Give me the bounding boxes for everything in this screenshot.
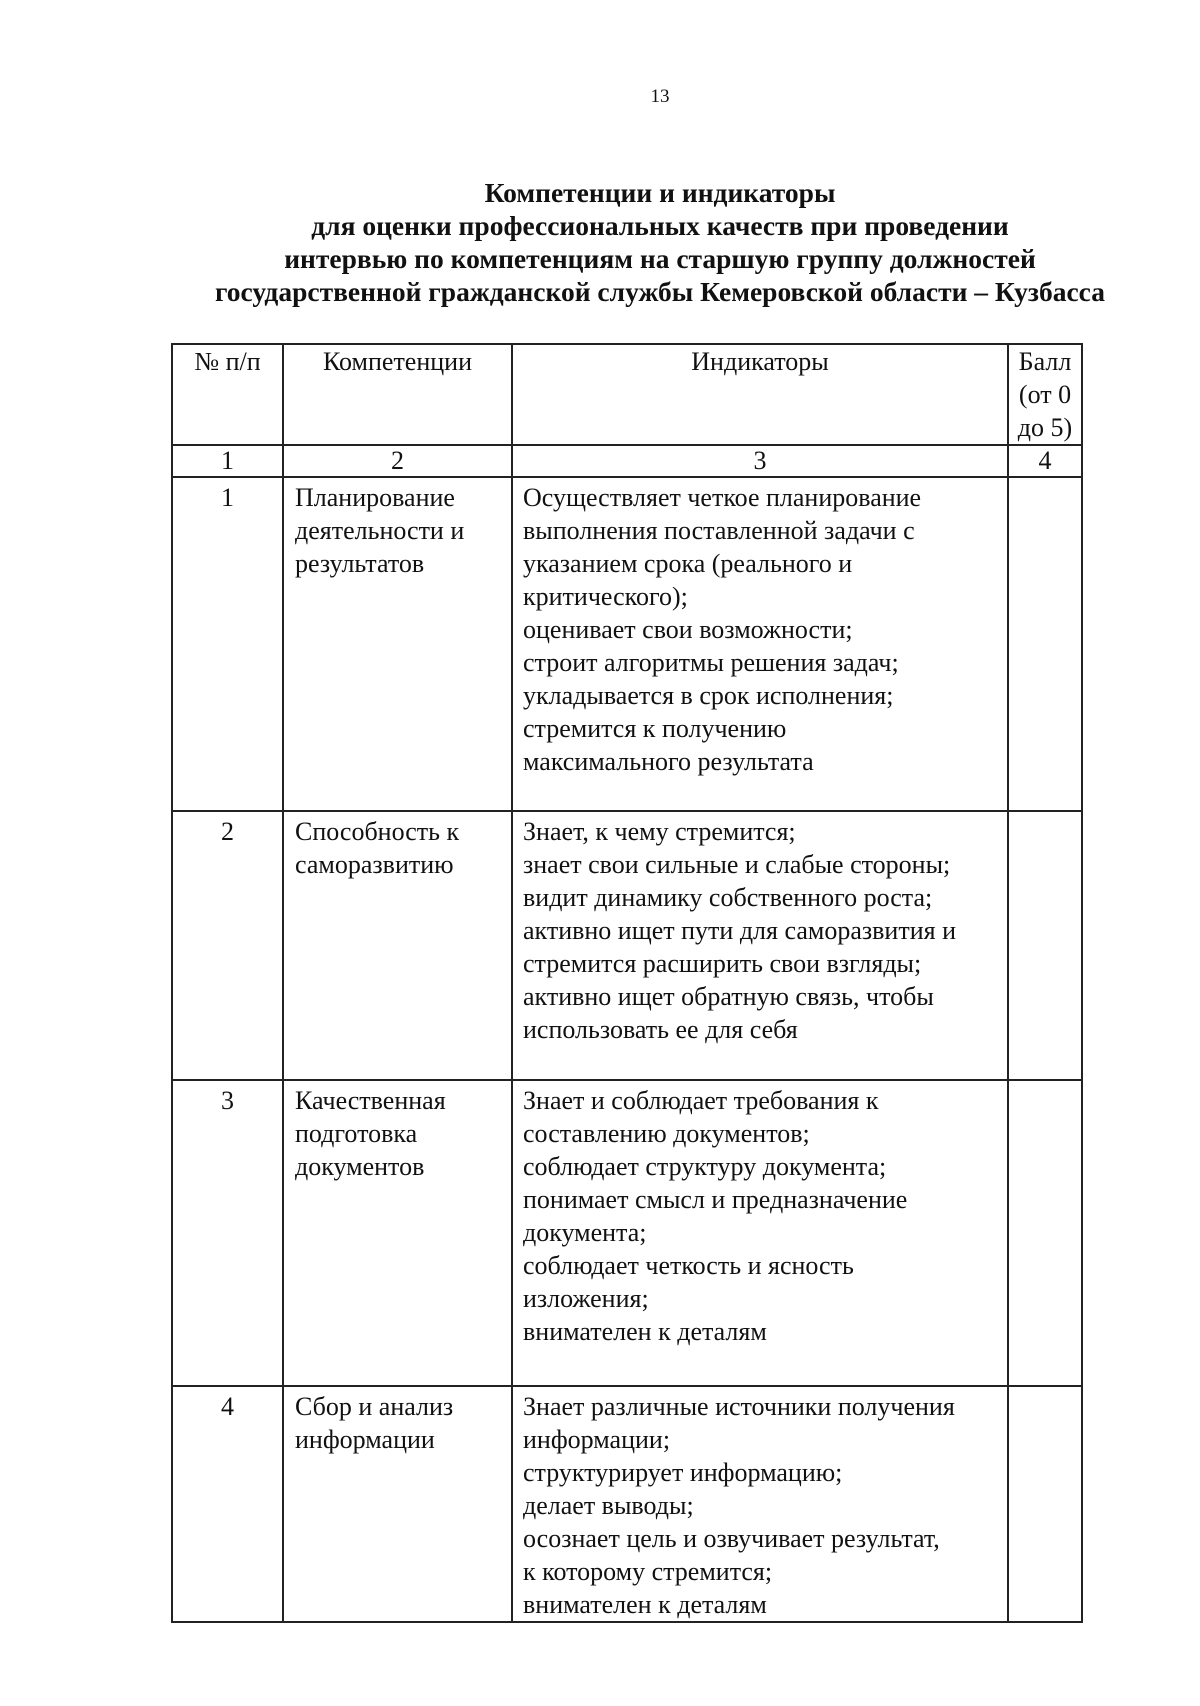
column-index: 2 <box>283 445 512 477</box>
column-index: 4 <box>1008 445 1082 477</box>
header-score-line: Балл <box>1018 347 1072 376</box>
competency-cell <box>283 811 512 1080</box>
title-line: Компетенции и индикаторы <box>484 177 836 208</box>
indicator-line: использовать ее для себя <box>523 1015 798 1044</box>
indicator-line: делает выводы; <box>523 1491 694 1520</box>
indicator-line: Знает различные источники получения <box>523 1392 955 1421</box>
indicator-line: активно ищет пути для саморазвития и <box>523 916 956 945</box>
indicator-line: стремится расширить свои взгляды; <box>523 949 922 978</box>
score-cell[interactable] <box>1008 1386 1082 1622</box>
indicator-line: Знает и соблюдает требования к <box>523 1086 879 1115</box>
indicator-line: внимателен к деталям <box>523 1317 767 1346</box>
title-line: для оценки профессиональных качеств при проведении <box>311 210 1009 241</box>
column-index: 3 <box>512 445 1008 477</box>
indicator-line: изложения; <box>523 1284 649 1313</box>
document-title <box>150 176 1170 308</box>
indicators-cell <box>512 1080 1008 1386</box>
indicator-line: информации; <box>523 1425 671 1454</box>
indicator-line: структурирует информацию; <box>523 1458 843 1487</box>
indicator-line: оценивает свои возможности; <box>523 615 853 644</box>
indicator-line: внимателен к деталям <box>523 1590 767 1619</box>
indicator-line: к которому стремится; <box>523 1557 773 1586</box>
table-row <box>172 1080 1082 1386</box>
competency-line: информации <box>295 1425 435 1454</box>
indicator-line: документа; <box>523 1218 647 1247</box>
header-score-line: (от 0 <box>1018 380 1072 409</box>
competency-line: Способность к <box>295 817 460 846</box>
competency-line: деятельности и <box>295 516 465 545</box>
competency-cell <box>283 477 512 811</box>
indicator-line: понимает смысл и предназначение <box>523 1185 908 1214</box>
indicator-line: максимального результата <box>523 747 814 776</box>
title-line: интервью по компетенциям на старшую группу должностей <box>284 243 1036 274</box>
competency-line: подготовка <box>295 1119 418 1148</box>
header-number: № п/п <box>172 344 283 445</box>
indicator-line: видит динамику собственного роста; <box>523 883 933 912</box>
score-cell[interactable] <box>1008 811 1082 1080</box>
score-cell[interactable] <box>1008 1080 1082 1386</box>
competency-table <box>171 343 1083 1623</box>
row-number: 3 <box>172 1080 283 1386</box>
score-cell[interactable] <box>1008 477 1082 811</box>
row-number: 1 <box>172 477 283 811</box>
header-indicators: Индикаторы <box>512 344 1008 445</box>
table-row <box>172 1386 1082 1622</box>
column-index-row <box>172 445 1082 477</box>
header-score <box>1008 344 1082 445</box>
header-score-line: до 5) <box>1017 413 1073 442</box>
indicators-cell <box>512 477 1008 811</box>
competency-cell <box>283 1080 512 1386</box>
row-number: 4 <box>172 1386 283 1622</box>
indicator-line: осознает цель и озвучивает результат, <box>523 1524 940 1553</box>
table-row <box>172 477 1082 811</box>
column-index: 1 <box>172 445 283 477</box>
table-row <box>172 811 1082 1080</box>
indicator-line: стремится к получению <box>523 714 787 743</box>
competency-line: Планирование <box>295 483 455 512</box>
indicator-line: критического); <box>523 582 688 611</box>
page-number: 13 <box>650 86 670 107</box>
competency-line: Сбор и анализ <box>295 1392 454 1421</box>
competency-line: документов <box>295 1152 425 1181</box>
indicators-cell <box>512 811 1008 1080</box>
indicator-line: активно ищет обратную связь, чтобы <box>523 982 934 1011</box>
indicator-line: укладывается в срок исполнения; <box>523 681 894 710</box>
header-competency: Компетенции <box>283 344 512 445</box>
table-header-row <box>172 344 1082 445</box>
indicator-line: соблюдает четкость и ясность <box>523 1251 854 1280</box>
indicator-line: составлению документов; <box>523 1119 810 1148</box>
competency-line: результатов <box>295 549 425 578</box>
indicators-cell <box>512 1386 1008 1622</box>
indicator-line: соблюдает структуру документа; <box>523 1152 887 1181</box>
competency-cell <box>283 1386 512 1622</box>
competency-line: Качественная <box>295 1086 446 1115</box>
indicator-line: знает свои сильные и слабые стороны; <box>523 850 951 879</box>
indicator-line: Осуществляет четкое планирование <box>523 483 922 512</box>
indicator-line: строит алгоритмы решения задач; <box>523 648 899 677</box>
competency-line: саморазвитию <box>295 850 454 879</box>
indicator-line: Знает, к чему стремится; <box>523 817 796 846</box>
title-line: государственной гражданской службы Кемеровской области – Кузбасса <box>215 276 1105 307</box>
indicator-line: указанием срока (реального и <box>523 549 853 578</box>
row-number: 2 <box>172 811 283 1080</box>
indicator-line: выполнения поставленной задачи с <box>523 516 915 545</box>
